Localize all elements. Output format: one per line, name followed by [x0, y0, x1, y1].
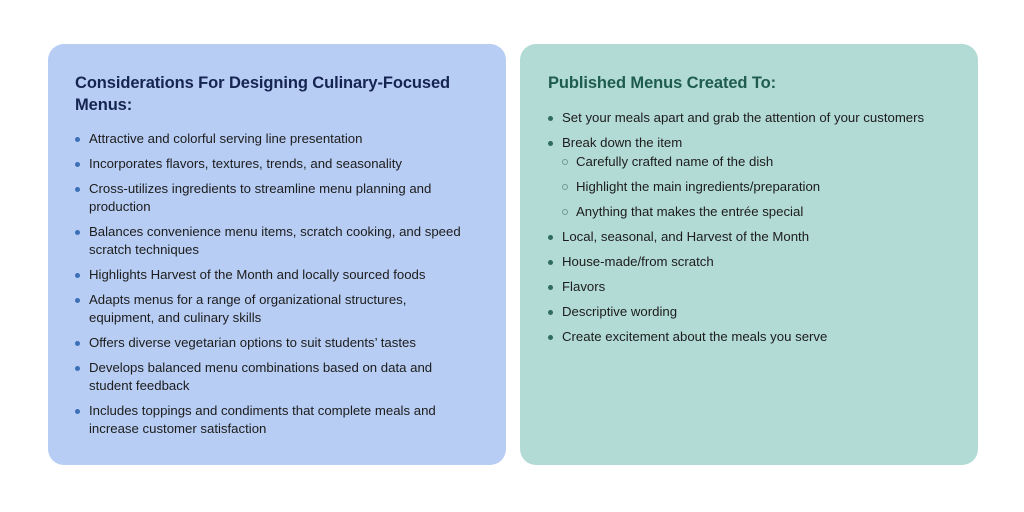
list-item: Balances convenience menu items, scratch cooking, and speed scratch techniques [75, 223, 475, 259]
bullet-icon [548, 285, 553, 290]
list-item: Descriptive wording [548, 303, 950, 321]
hollow-bullet-icon [562, 159, 568, 165]
hollow-bullet-icon [562, 184, 568, 190]
list-item: Includes toppings and condiments that complete meals and increase customer satisfaction [75, 402, 475, 438]
list-item: Attractive and colorful serving line presentation [75, 130, 475, 148]
bullet-icon [75, 366, 80, 371]
published-menus-title: Published Menus Created To: [548, 74, 777, 92]
list-item: Offers diverse vegetarian options to suit students’ tastes [75, 334, 475, 352]
bullet-icon [75, 273, 80, 278]
published-menus-list [548, 109, 950, 346]
sub-list-item: Carefully crafted name of the dish [562, 153, 950, 171]
sub-list [562, 153, 950, 221]
list-item: Local, seasonal, and Harvest of the Month [548, 228, 950, 246]
sub-list-item: Anything that makes the entrée special [562, 203, 950, 221]
bullet-icon [75, 137, 80, 142]
bullet-icon [548, 335, 553, 340]
bullet-icon [75, 187, 80, 192]
bullet-icon [548, 260, 553, 265]
list-item: Highlights Harvest of the Month and locally sourced foods [75, 266, 475, 284]
bullet-icon [548, 141, 553, 146]
list-item: Set your meals apart and grab the attention of your customers [548, 109, 950, 127]
bullet-icon [75, 409, 80, 414]
considerations-list [75, 130, 478, 438]
bullet-icon [548, 310, 553, 315]
list-item: Flavors [548, 278, 950, 296]
list-item: House-made/from scratch [548, 253, 950, 271]
hollow-bullet-icon [562, 209, 568, 215]
bullet-icon [75, 230, 80, 235]
considerations-card [48, 44, 506, 465]
bullet-icon [75, 298, 80, 303]
list-item: Adapts menus for a range of organizational structures, equipment, and culinary skills [75, 291, 475, 327]
bullet-icon [548, 116, 553, 121]
bullet-icon [75, 341, 80, 346]
list-item: Create excitement about the meals you serve [548, 328, 950, 346]
bullet-icon [548, 235, 553, 240]
list-item: Cross-utilizes ingredients to streamline menu planning and production [75, 180, 475, 216]
list-item: Break down the item Carefully crafted name of the dish Highlight the main ingredients/preparation Anything that makes the entrée special [548, 134, 950, 221]
sub-list-item: Highlight the main ingredients/preparation [562, 178, 950, 196]
bullet-icon [75, 162, 80, 167]
considerations-title: Considerations For Designing Culinary-Focused Menus: [75, 74, 451, 114]
published-menus-card [520, 44, 978, 465]
list-item: Incorporates flavors, textures, trends, and seasonality [75, 155, 475, 173]
list-item: Develops balanced menu combinations based on data and student feedback [75, 359, 475, 395]
